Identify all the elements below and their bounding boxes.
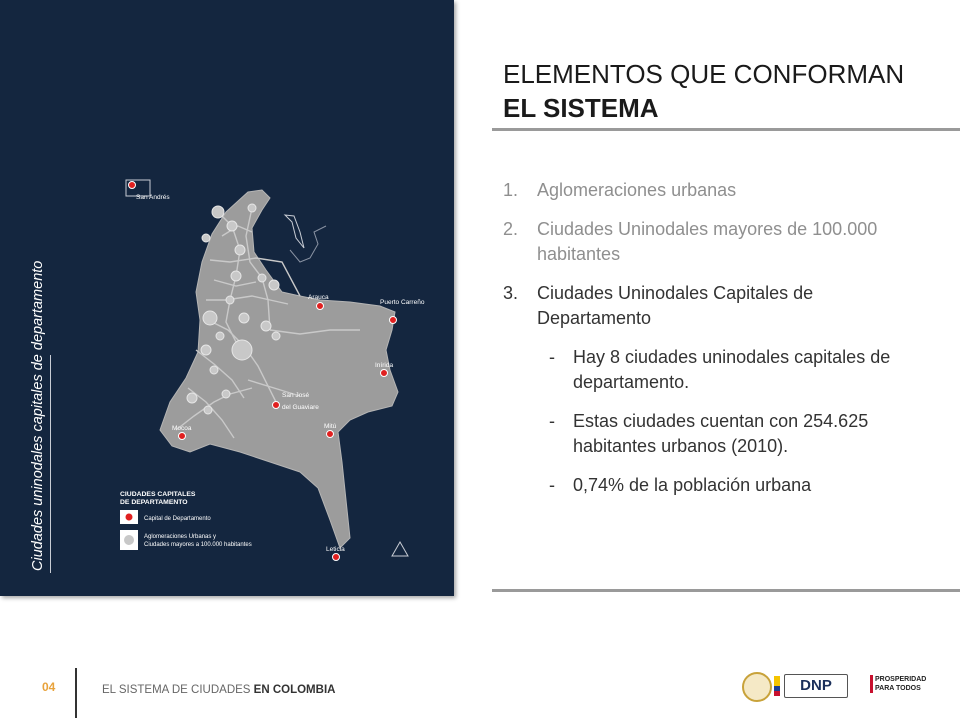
coat-of-arms-icon [742, 672, 772, 702]
page-number: 04 [42, 680, 56, 694]
colombia-map [100, 160, 430, 580]
capital-marker [333, 554, 340, 561]
capital-marker [179, 433, 186, 440]
elements-list [503, 178, 903, 512]
city-label: Leticia [326, 546, 345, 553]
city-label: San Andrés [136, 194, 170, 201]
colombia-flag-icon [774, 676, 780, 696]
sub-dash: - [549, 411, 555, 431]
legend-item: Aglomeraciones Urbanas y [144, 534, 217, 540]
city-label: Puerto Carreño [380, 299, 425, 306]
prosperidad-mark-icon [870, 675, 873, 693]
legend-title: DE DEPARTAMENTO [120, 499, 188, 506]
legend-title: CIUDADES CAPITALES [120, 491, 196, 498]
city-label: Mocoa [172, 425, 192, 432]
list-text: Aglomeraciones urbanas [537, 180, 737, 200]
list-text: Ciudades Uninodales Capitales de Departamento [537, 283, 814, 328]
list-item [503, 281, 903, 331]
prosperidad-line-2: PARA TODOS [875, 685, 921, 692]
legend-item: Ciudades mayores a 100.000 habitantes [144, 542, 252, 548]
side-divider [50, 355, 51, 573]
footer-caption [102, 684, 335, 696]
city-label: Inírida [375, 362, 394, 369]
footer-caption-prefix: EL SISTEMA DE CIUDADES [102, 684, 254, 696]
list-text: Ciudades Uninodales mayores de 100.000 habitantes [537, 219, 878, 264]
sub-text: Hay 8 ciudades uninodales capitales de departamento. [573, 347, 891, 392]
slide-title [503, 57, 923, 125]
footer-divider [75, 668, 77, 718]
legend-item: Capital de Departamento [144, 516, 211, 522]
colombia-land [160, 190, 398, 548]
content-divider [492, 589, 960, 592]
sub-list-item [503, 409, 903, 459]
city-label: San José [282, 392, 310, 399]
list-number: 1. [503, 180, 519, 200]
map-panel [0, 0, 454, 596]
map-coastline [285, 215, 304, 248]
sub-text: 0,74% de la población urbana [573, 475, 812, 495]
city-label: Arauca [308, 294, 329, 301]
map-legend [120, 491, 252, 550]
list-item [503, 178, 903, 203]
sub-dash: - [549, 347, 555, 367]
prosperidad-logo [870, 675, 926, 693]
prosperidad-line-1: PROSPERIDAD [875, 676, 927, 683]
side-title: Ciudades uninodales capitales de departamento [30, 260, 46, 571]
sub-dash: - [549, 475, 555, 495]
list-number: 2. [503, 219, 519, 239]
title-divider [492, 128, 960, 131]
north-arrow-icon [392, 542, 408, 556]
city-label: del Guaviare [282, 404, 319, 411]
footer-caption-bold: EN COLOMBIA [253, 684, 336, 696]
list-number: 3. [503, 283, 519, 303]
footer-logos [742, 672, 932, 702]
sub-text: Estas ciudades cuentan con 254.625 habitantes urbanos (2010). [573, 411, 869, 456]
list-item [503, 217, 903, 267]
sub-list-item [503, 473, 903, 498]
dnp-logo: DNP [784, 674, 848, 698]
capital-marker [327, 431, 334, 438]
capital-marker [317, 303, 324, 310]
venezuela-border [290, 226, 326, 262]
sub-list-item [503, 345, 903, 395]
capital-marker [381, 370, 388, 377]
capital-marker [129, 182, 136, 189]
capital-marker [390, 317, 397, 324]
city-label: Mitú [324, 423, 337, 430]
title-line-2: EL SISTEMA [503, 93, 659, 123]
title-line-1: ELEMENTOS QUE CONFORMAN [503, 59, 905, 89]
capital-marker [273, 402, 280, 409]
